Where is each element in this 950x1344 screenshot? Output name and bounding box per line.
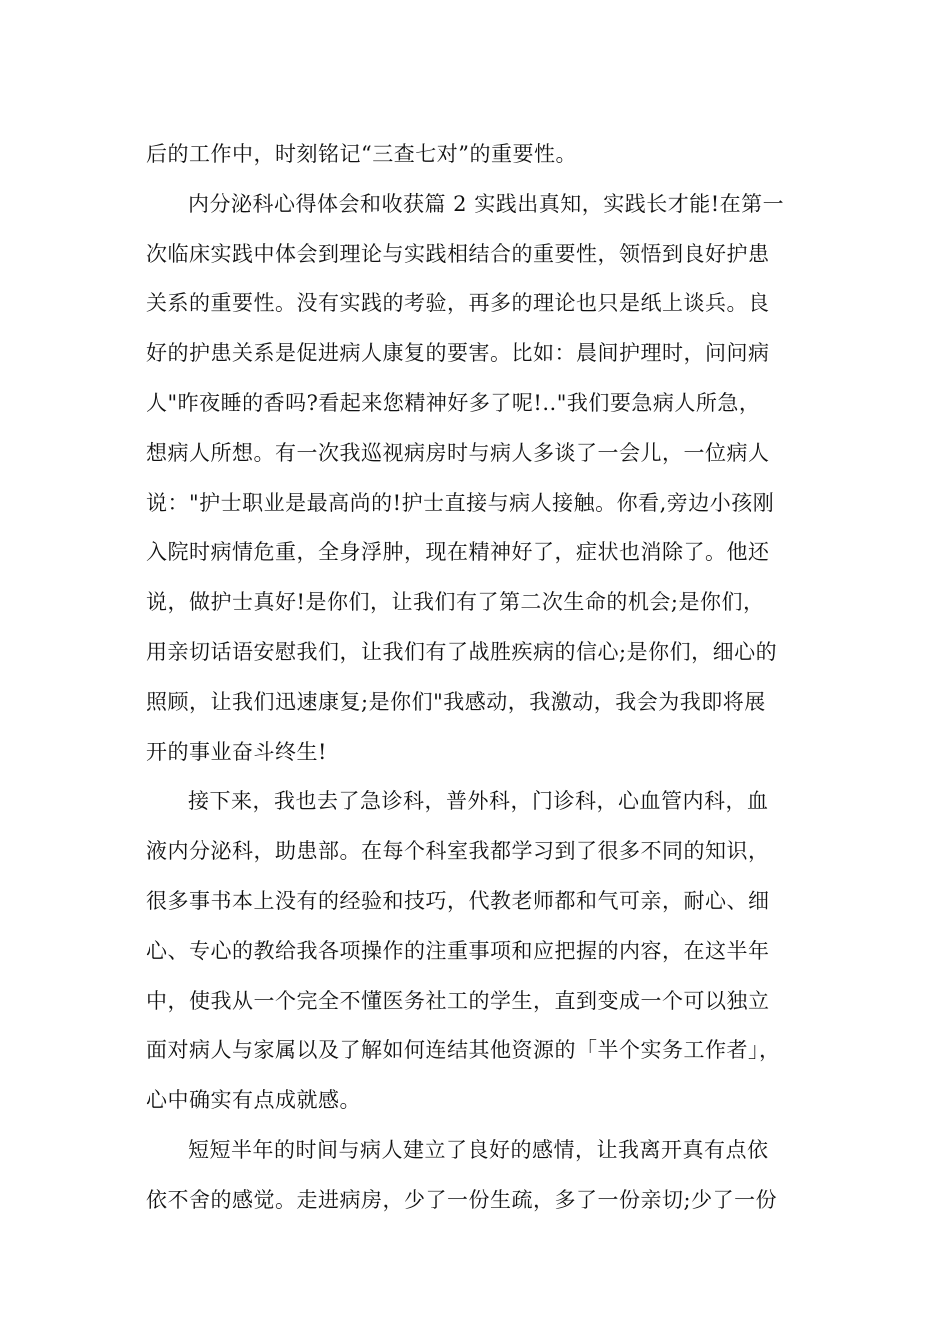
text-line: 好的护患关系是促进病人康复的要害。比如：晨间护理时，问问病	[146, 341, 770, 366]
text-line: 用亲切话语安慰我们，让我们有了战胜疾病的信心;是你们，细心的	[146, 639, 778, 664]
text-line: 说："护士职业是最高尚的!护士直接与病人接触。你看,旁边小孩刚	[146, 490, 775, 515]
document-body	[146, 130, 816, 1226]
paragraph-start-line: 短短半年的时间与病人建立了良好的感情，让我离开真有点依	[188, 1137, 769, 1162]
text-line: 关系的重要性。没有实践的考验，再多的理论也只是纸上谈兵。良	[146, 291, 770, 316]
text-line: 次临床实践中体会到理论与实践相结合的重要性，领悟到良好护患	[146, 241, 770, 266]
paragraph-start-line: 内分泌科心得体会和收获篇 2 实践出真知，实践长才能!在第一	[188, 191, 785, 216]
text-line: 照顾，让我们迅速康复;是你们"我感动，我激动，我会为我即将展	[146, 689, 766, 714]
text-line: 说，做护士真好!是你们，让我们有了第二次生命的机会;是你们，	[146, 590, 765, 615]
text-line: 人"昨夜睡的香吗?看起来您精神好多了呢!.."我们要急病人所急，	[146, 390, 761, 415]
text-line: 很多事书本上没有的经验和技巧，代教老师都和气可亲，耐心、细	[146, 888, 770, 913]
text-line: 入院时病情危重，全身浮肿，现在精神好了，症状也消除了。他还	[146, 540, 770, 565]
text-line: 依不舍的感觉。走进病房，少了一份生疏，多了一份亲切;少了一份	[146, 1187, 778, 1212]
text-line: 中，使我从一个完全不懂医务社工的学生，直到变成一个可以独立	[146, 988, 770, 1013]
paragraph-start-line: 接下来，我也去了急诊科，普外科，门诊科，心血管内科，血	[188, 789, 769, 814]
text-line: 心、专心的教给我各项操作的注重事项和应把握的内容，在这半年	[146, 938, 770, 963]
text-line: 面对病人与家属以及了解如何连结其他资源的「半个实务工作者」，	[146, 1038, 781, 1063]
text-line: 开的事业奋斗终生!	[146, 739, 327, 764]
text-line: 心中确实有点成就感。	[146, 1088, 361, 1113]
text-line: 想病人所想。有一次我巡视病房时与病人多谈了一会儿，一位病人	[146, 440, 770, 465]
text-line: 后的工作中，时刻铭记“三查七对”的重要性。	[146, 142, 577, 166]
text-line: 液内分泌科，助患部。在每个科室我都学习到了很多不同的知识，	[146, 839, 770, 864]
